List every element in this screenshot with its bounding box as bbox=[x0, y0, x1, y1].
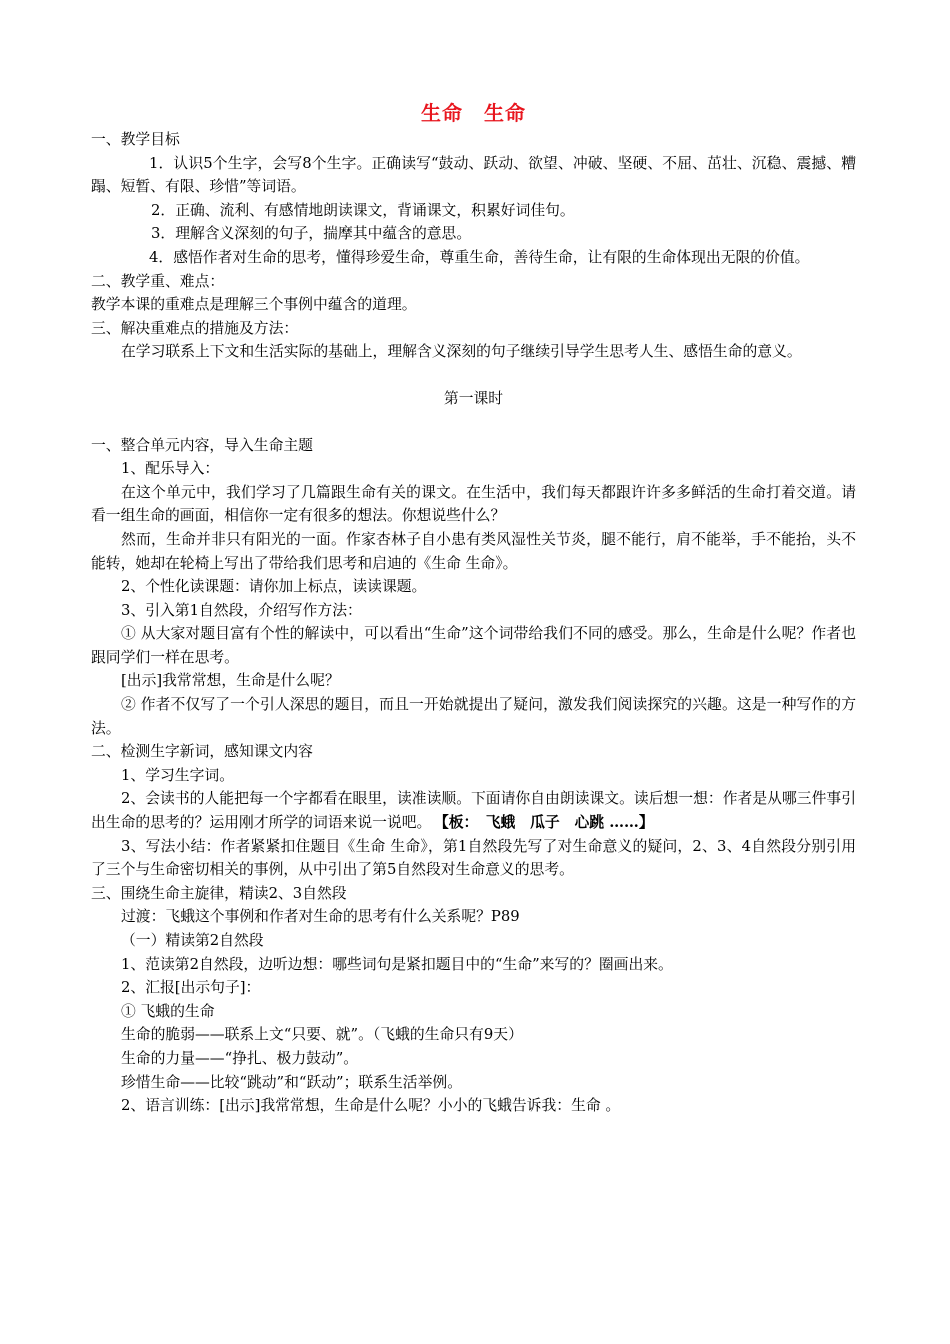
part3-line-7: 2、语言训练：[出示]我常常想，生命是什么呢？小小的飞蛾告诉我：生命 。 bbox=[121, 1097, 621, 1115]
part1-show-sentence: [出示]我常常想，生命是什么呢？ bbox=[121, 672, 340, 690]
part3-line-2: 2、汇报[出示句子]： bbox=[121, 979, 261, 997]
goal-item-2: 2．正确、流利、有感情地朗读课文，背诵课文，积累好词佳句。 bbox=[151, 201, 575, 219]
part3-line-4: 生命的脆弱——联系上文“只要、就”。（飞蛾的生命只有9天） bbox=[121, 1026, 523, 1044]
part1-paragraph-1: 在这个单元中，我们学习了几篇跟生命有关的课文。在生活中，我们每天都跟许许多多鲜活的生命打着交道。请看一组生命的画面，相信你一定有很多的想法。你想说些什么？ bbox=[91, 483, 856, 525]
lesson-title: 第一课时 bbox=[443, 389, 504, 407]
part1-paragraph-3: ① 从大家对题目富有个性的解读中，可以看出“生命”这个词带给我们不同的感受。那么，生命是什么呢？作者也跟同学们一样在思考。 bbox=[91, 625, 856, 666]
goal-item-3: 3．理解含义深刻的句子，揣摩其中蕴含的意思。 bbox=[151, 225, 472, 243]
part2-paragraph-1 bbox=[91, 787, 856, 834]
part1-sub2: 2、个性化读课题：请你加上标点，读读课题。 bbox=[121, 578, 427, 596]
part3-line-5: 生命的力量——“挣扎、极力鼓动”。 bbox=[121, 1049, 359, 1067]
part3-sub-heading: （一）精读第2自然段 bbox=[121, 932, 264, 949]
goal-item-4: 4．感悟作者对生命的思考，懂得珍爱生命，尊重生命，善待生命，让有限的生命体现出无限的价值。 bbox=[149, 248, 810, 266]
part1-sub1: 1、配乐导入： bbox=[121, 460, 220, 478]
part3-line-6: 珍惜生命——比较“跳动”和“跃动”；联系生活举例。 bbox=[121, 1073, 462, 1091]
document-title: 生命 生命 bbox=[421, 101, 526, 125]
part2-heading: 二、检测生字新词，感知课文内容 bbox=[91, 743, 313, 761]
part2-paragraph-1-text: 2、会读书的人能把每一个字都看在眼里，读准读顺。下面请你自由朗读课文。读后想一想：作者是从哪三件事引出生命的思考的？运用刚才所学的词语来说一说吧。 bbox=[91, 790, 856, 832]
section-heading-methods: 三、解决重难点的措施及方法： bbox=[91, 319, 299, 337]
part2-sub1: 1、学习生字词。 bbox=[121, 766, 234, 784]
part3-heading: 三、围绕生命主旋律，精读2、3自然段 bbox=[91, 884, 347, 902]
goal-item-1: 1．认识5个生字，会写8个生字。正确读写“鼓动、跃动、欲望、冲破、坚硬、不屈、茁壮、沉稳、震撼、糟蹋、短暂、有限、珍惜”等词语。 bbox=[91, 154, 856, 196]
part3-line-1: 1、范读第2自然段，边听边想：哪些词句是紧扣题目中的“生命”来写的？圈画出来。 bbox=[121, 955, 673, 973]
part1-sub3: 3、引入第1自然段，介绍写作方法： bbox=[121, 601, 362, 619]
part3-line-3: ① 飞蛾的生命 bbox=[121, 1002, 215, 1020]
methods-text: 在学习联系上下文和生活实际的基础上，理解含义深刻的句子继续引导学生思考人生、感悟生命的意义。 bbox=[121, 343, 802, 361]
board-note: 【板： 飞蛾 瓜子 心跳 ……】 bbox=[441, 814, 654, 832]
part1-paragraph-2: 然而，生命并非只有阳光的一面。作家杏林子自小患有类风湿性关节炎，腿不能行，肩不能举，手不能抬，头不能转，她却在轮椅上写出了带给我们思考和启迪的《生命 生命》。 bbox=[91, 530, 856, 572]
document-page bbox=[91, 100, 856, 1118]
section-heading-key-points: 二、教学重、难点： bbox=[91, 272, 225, 290]
part1-paragraph-4: ② 作者不仅写了一个引人深思的题目，而且一开始就提出了疑问，激发我们阅读探究的兴趣。这是一种写作的方法。 bbox=[91, 696, 856, 737]
part1-heading: 一、整合单元内容，导入生命主题 bbox=[91, 436, 313, 454]
section-heading-goals: 一、教学目标 bbox=[91, 131, 180, 148]
part2-paragraph-2: 3、写法小结：作者紧紧扣住题目《生命 生命》，第1自然段先写了对生命意义的疑问，2、3、4自然段分别引用了三个与生命密切相关的事例，从中引出了第5自然段对生命意义的思考。 bbox=[91, 837, 856, 879]
part3-transition: 过渡：飞蛾这个事例和作者对生命的思考有什么关系呢？P89 bbox=[121, 908, 520, 926]
key-points-text: 教学本课的重难点是理解三个事例中蕴含的道理。 bbox=[91, 296, 417, 314]
